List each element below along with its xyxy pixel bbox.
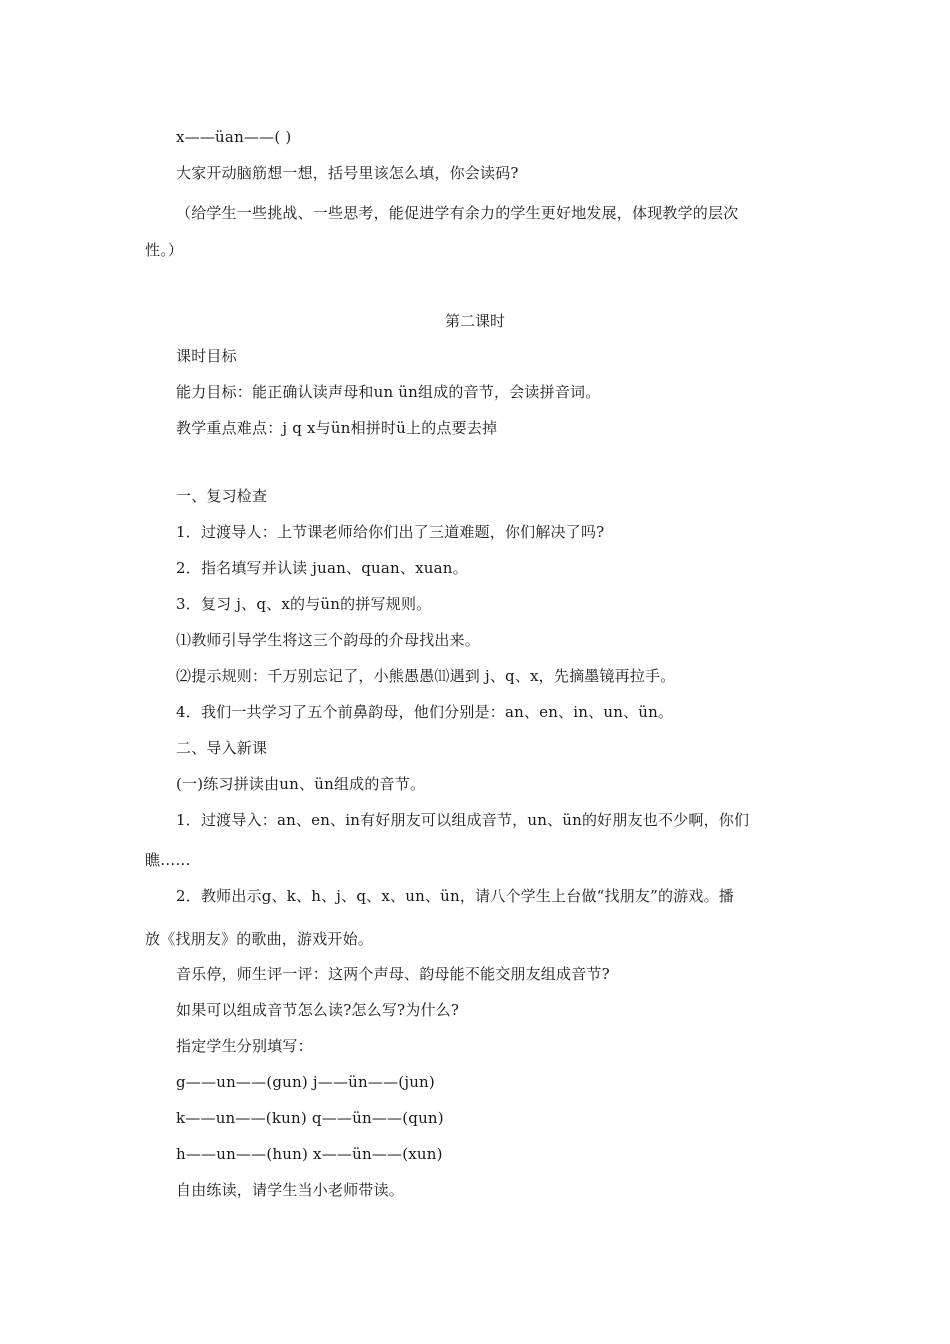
paragraph: 指定学生分别填写： <box>176 1037 313 1055</box>
section-title: 第二课时 <box>444 312 505 330</box>
pinyin-exercise-line: g——un——(gun) j——ün——(jun) <box>176 1073 435 1091</box>
paragraph: 如果可以组成音节怎么读?怎么写?为什么? <box>176 1001 460 1019</box>
pinyin-exercise-line: h——un——(hun) x——ün——(xun) <box>176 1145 443 1163</box>
heading: 课时目标 <box>176 347 237 365</box>
paragraph-continuation: 放《找朋友》的歌曲，游戏开始。 <box>145 930 374 948</box>
paragraph: 自由练读，请学生当小老师带读。 <box>176 1181 405 1199</box>
paragraph-continuation: 性。） <box>145 241 184 259</box>
paragraph: 能力目标：能正确认读声母和un ün组成的音节，会读拼音词。 <box>176 383 601 401</box>
paragraph: 大家开动脑筋想一想，括号里该怎么填，你会读码? <box>176 164 519 182</box>
paragraph: （给学生一些挑战、一些思考，能促进学有余力的学生更好地发展，体现教学的层次 <box>176 204 739 222</box>
pinyin-exercise-line: x——üan——( ) <box>176 128 292 146</box>
paragraph: 教学重点难点：j q x与ün相拼时ü上的点要去掉 <box>176 419 498 437</box>
heading: 二、导入新课 <box>176 739 268 757</box>
paragraph-continuation: 瞧…… <box>145 851 191 869</box>
list-item: 2．教师出示g、k、h、j、q、x、un、ün，请八个学生上台做“找朋友”的游戏。播 <box>176 887 734 905</box>
list-item: 4．我们一共学习了五个前鼻韵母，他们分别是：an、en、in、un、ün。 <box>176 703 674 721</box>
pinyin-exercise-line: k——un——(kun) q——ün——(qun) <box>176 1109 444 1127</box>
list-item: (一)练习拼读由un、ün组成的音节。 <box>176 775 426 793</box>
list-item: ⑴教师引导学生将这三个韵母的介母找出来。 <box>176 631 481 649</box>
list-item: 1．过渡导入：an、en、in有好朋友可以组成音节，un、ün的好朋友也不少啊，你们 <box>176 811 750 829</box>
heading: 一、复习检查 <box>176 487 268 505</box>
paragraph: 音乐停，师生评一评：这两个声母、韵母能不能交朋友组成音节? <box>176 965 610 983</box>
list-item: 2．指名填写并认读 juan、quan、xuan。 <box>176 559 468 577</box>
list-item: ⑵提示规则：千万别忘记了，小熊愚愚⑾遇到 j、q、x，先摘墨镜再拉手。 <box>176 667 676 685</box>
list-item: 1．过渡导人：上节课老师给你们出了三道难题，你们解决了吗? <box>176 523 605 541</box>
list-item: 3．复习 j、q、x的与ün的拼写规则。 <box>176 595 432 613</box>
